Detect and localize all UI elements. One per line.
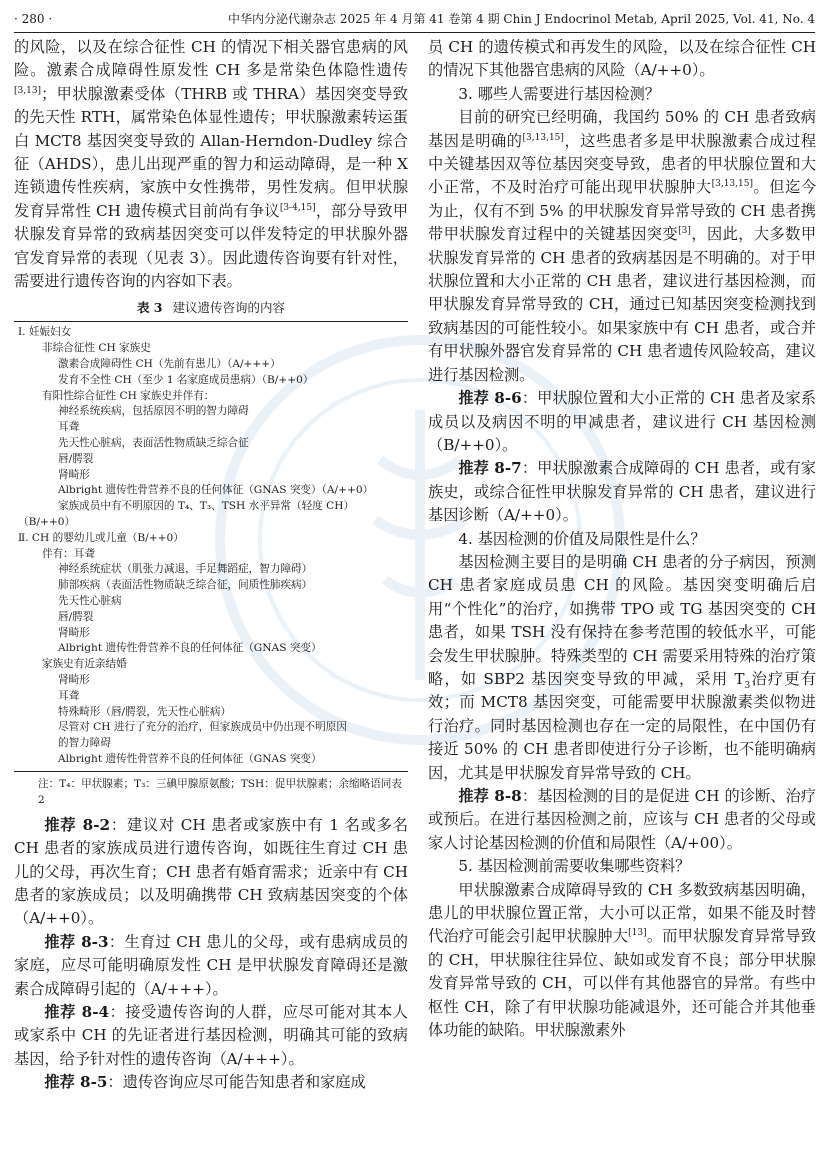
- citation: [3,13,15]: [711, 179, 753, 190]
- table-row: Ⅰ. 妊娠妇女: [18, 326, 72, 339]
- table-genetic-counseling: [14, 321, 408, 771]
- page-number: · 280 ·: [14, 12, 53, 26]
- recommendation-8-5: 推荐 8-5：遗传咨询应尽可能告知患者和家庭成: [44, 1073, 366, 1092]
- running-header: [14, 8, 815, 33]
- paragraph-value-limits: 基因检测主要目的是明确 CH 患者的分子病因，预测 CH 患者家庭成员患 CH 的风险。基因突变明确后启用“个性化”的治疗，如携带 TPO 或 TG 基因突变的 CH 患者，如果 TSH 没有保持在参考范围的较低水平，可能会发生甲状腺肿。特殊类型的 CH 需要采用特殊的治疗策略，如 SBP2 基因突变导致的甲减，采用 $T_3$治疗更有效；而 MCT8 基因突变，可能需要甲状腺激素类似物进行治疗。同时基因检测也存在一定的局限性，在中国仍有接近 50% 的 CH 患者即使进行分子诊断，也不能明确病因，尤其是甲状腺发育异常导致的 CH。: [428, 552, 817, 782]
- paragraph-inheritance: 的风险，以及在综合征性 CH 的情况下相关器官患病的风险。激素合成障碍性原发性 CH 多是常染色体隐性遗传[3,13]；甲状腺激素受体（THRB 或 THRA）基因突变导致的先天性 RTH，属常染色体显性遗传；甲状腺激素转运蛋白 MCT8 基因突变导致的 Allan-Herndon-Dudley 综合征（AHDS），患儿出现严重的智力和运动障碍，是一种 X 连锁遗传性疾病，家族中女性携带，男性发病。但甲状腺发育异常性 CH 遗传模式目前尚有争议[3-4,15]，部分导致甲状腺发育异常的致病基因突变可以伴发特定的甲状腺外器官发育异常的表现（见表 3）。因此遗传咨询要有针对性，需要进行遗传咨询的内容如下表。: [14, 38, 409, 291]
- section-heading-5: 5. 基因检测前需要收集哪些资料？: [458, 857, 691, 876]
- citation: [13]: [628, 928, 647, 939]
- table-row: 伴有：耳聋: [42, 547, 95, 560]
- table-row: 肾畸形: [58, 674, 90, 686]
- table-row: Albright 遗传性骨营养不良的任何体征（GNAS 突变）: [58, 642, 322, 655]
- table-row: 唇/腭裂: [58, 452, 94, 465]
- table-row: Ⅱ. CH 的婴幼儿或儿童（B/++0）: [18, 531, 184, 544]
- right-column: [428, 36, 816, 1042]
- table-row: 耳聋: [58, 689, 80, 702]
- citation: [3-4,15]: [279, 202, 316, 213]
- recommendation-8-2: 推荐 8-2：建议对 CH 患者或家族中有 1 名或多名 CH 患者的家族成员进行遗传咨询，如既往生育过 CH 患儿的父母，再次生育；CH 患者有婚育需求；近亲中有 CH 患者的家族成员；以及明确携带 CH 致病基因突变的个体（A/++0）。: [14, 815, 408, 928]
- recommendation-8-7: 推荐 8-7：甲状腺激素合成障碍的 CH 患者，或有家族史，或综合征性甲状腺发育异常的 CH 患者，建议进行基因诊断（A/++0）。: [428, 459, 816, 525]
- table-row: Albright 遗传性骨营养不良的任何体征（GNAS 突变）: [58, 752, 322, 765]
- paragraph-data-collection: 甲状腺激素合成障碍导致的 CH 多数致病基因明确，患儿的甲状腺位置正常，大小可以正常，如果不能及时替代治疗可能会引起甲状腺肿大[13]。而甲状腺发育异常导致的 CH，甲状腺往往异位、缺如或发育不良；部分甲状腺发育异常导致的 CH，可以伴有其他器官的异常。有些中枢性 CH，除了有甲状腺功能减退外，还可能合并其他垂体功能的缺陷。甲状腺激素外: [428, 880, 817, 1040]
- table-footnote: 注：T₄：甲状腺素；T₃：三碘甲腺原氨酸；TSH：促甲状腺素；余缩略语同表 2: [38, 777, 402, 806]
- table-row: （B/++0）: [18, 516, 76, 529]
- table-row: 尽管对 CH 进行了充分的治疗，但家族成员中仍出现不明原因: [58, 721, 347, 734]
- paragraph-who-needs-testing: 目前的研究已经明确，我国约 50% 的 CH 患者致病基因是明确的[3,13,15]，这些患者多是甲状腺激素合成过程中关键基因双等位基因突变导致，患者的甲状腺位置和大小正常，不及时治疗可能出现甲状腺肿大[3,13,15]。但迄今为止，仅有不到 5% 的甲状腺发育异常导致的 CH 患者携带甲状腺发育过程中的关键基因突变[3]，因此，大多数甲状腺发育异常的 CH 患者的致病基因是不明确的。对于甲状腺位置和大小正常的 CH 患者，建议进行基因检测，而甲状腺发育异常导致的 CH，通过已知基因突变检测找到致病基因的可能性较小。如果家族中有 CH 患者，或合并有甲状腺外器官发育异常的 CH 患者遗传风险较高，建议进行基因检测。: [428, 108, 817, 384]
- left-column: [14, 36, 408, 1095]
- table-row: 神经系统疾病，包括原因不明的智力障碍: [58, 405, 249, 418]
- table-row: 家族史有近亲结婚: [42, 658, 127, 671]
- table-row: 神经系统症状（肌张力减退，手足舞蹈症，智力障碍）: [58, 563, 313, 576]
- table-row: 发育不全性 CH（至少 1 名家庭成员患病）（B/++0）: [58, 373, 314, 386]
- recommendation-8-3: 推荐 8-3：生育过 CH 患儿的父母，或有患病成员的家庭，应尽可能明确原发性 CH 是甲状腺发育障碍还是激素合成障碍引起的（A/+++）。: [14, 932, 408, 998]
- citation: [3,13,15]: [522, 132, 564, 143]
- citation: [3,13]: [14, 85, 42, 96]
- table-row: 先天性心脏病，表面活性物质缺乏综合征: [58, 437, 249, 450]
- section-heading-4: 4. 基因检测的价值及局限性是什么？: [458, 529, 706, 548]
- citation: [3]: [678, 226, 691, 237]
- recommendation-8-6: 推荐 8-6：甲状腺位置和大小正常的 CH 患者及家系成员以及病因不明的甲减患者，建议进行 CH 基因检测（B/++0）。: [428, 389, 816, 454]
- table-row: 唇/腭裂: [58, 610, 94, 623]
- recommendation-8-8: 推荐 8-8：基因检测的目的是促进 CH 的诊断、治疗或预后。在进行基因检测之前，应该与 CH 患者的父母或家人讨论基因检测的价值和局限性（A/+00）。: [428, 787, 816, 852]
- paragraph-continuation: 员 CH 的遗传模式和再发生的风险，以及在综合征性 CH 的情况下其他器官患病的风险（A/++0）。: [428, 38, 816, 80]
- table-row: 的智力障碍: [58, 737, 111, 750]
- table-row: Albright 遗传性骨营养不良的任何体征（GNAS 突变）（A/++0）: [58, 484, 374, 497]
- table-row: 肾畸形: [58, 626, 90, 639]
- section-heading-3: 3. 哪些人需要进行基因检测？: [458, 84, 660, 103]
- table-caption: 表 3 建议遗传咨询的内容: [136, 300, 286, 316]
- recommendation-8-4: 推荐 8-4：接受遗传咨询的人群，应尽可能对其本人或家系中 CH 的先证者进行基因检测，明确其可能的致病基因，给予针对性的遗传咨询（A/+++）。: [14, 1003, 408, 1068]
- journal-citation: 中华内分泌代谢杂志 2025 年 4 月第 41 卷第 4 期 Chin J Endocrinol Metab, April 2025, Vol. 41, No. 4: [228, 12, 815, 26]
- table-row: 肾畸形: [58, 468, 90, 481]
- table-row: 有阳性综合征性 CH 家族史并伴有：: [42, 389, 215, 402]
- table-row: 肺部疾病（表面活性物质缺乏综合征，间质性肺疾病）: [58, 579, 313, 592]
- table-row: 激素合成障碍性 CH（先前有患儿）（A/+++）: [58, 358, 281, 371]
- table-row: 家族成员中有不明原因的 T₄、T₃、TSH 水平异常（轻度 CH）: [58, 500, 355, 513]
- table-row: 先天性心脏病: [58, 595, 122, 608]
- table-row: 非综合征性 CH 家族史: [42, 342, 151, 355]
- table-row: 特殊畸形（唇/腭裂，先天性心脏病）: [58, 705, 232, 718]
- table-row: 耳聋: [58, 421, 80, 434]
